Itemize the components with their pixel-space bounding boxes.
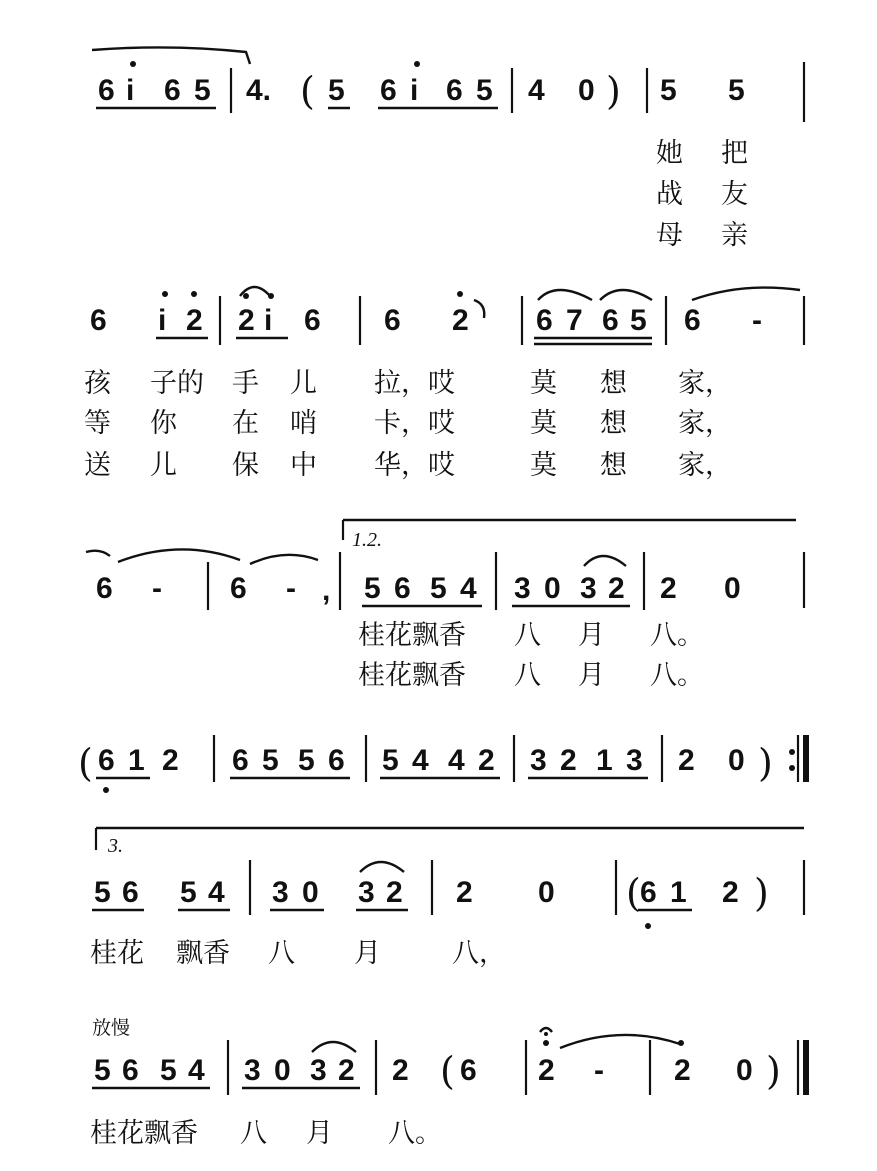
note: 5 — [364, 572, 381, 605]
lyric: 八 — [268, 938, 295, 969]
note: 2 — [386, 876, 403, 909]
lyric: 孩 — [84, 368, 111, 399]
note: 5 — [194, 74, 211, 107]
note: i — [264, 304, 273, 337]
lyric: 飘香 — [176, 938, 230, 969]
note: 0 — [302, 876, 319, 909]
note: 6 — [640, 876, 657, 909]
repeat-dot — [789, 749, 795, 755]
lyric: 亲 — [721, 220, 748, 251]
note: 4 — [412, 744, 429, 777]
note: 5 — [180, 876, 197, 909]
note: 0 — [728, 744, 745, 777]
lyric: 桂花 — [90, 938, 144, 969]
lyric: 友 — [721, 179, 748, 210]
open-paren: ( — [78, 741, 93, 785]
close-paren: ) — [754, 871, 769, 915]
note: 5 — [660, 74, 677, 107]
note: 6 — [230, 572, 247, 605]
note: 2 — [538, 1054, 555, 1087]
note: 0 — [736, 1054, 753, 1087]
note: 6 — [328, 744, 345, 777]
note: 3 — [358, 876, 375, 909]
score-row-3 — [86, 520, 804, 691]
note: 6 — [232, 744, 249, 777]
slur-arc — [360, 862, 404, 872]
volta-label: 3. — [108, 835, 123, 857]
lyric: 莫 — [530, 408, 557, 439]
note: 2 — [392, 1054, 409, 1087]
score-row-5 — [90, 828, 804, 969]
lyric: 八 — [514, 660, 541, 691]
score-row-2 — [84, 287, 804, 481]
lyric: 家， — [678, 368, 732, 399]
note: 6 — [98, 744, 115, 777]
note: 2 — [722, 876, 739, 909]
tie-arc — [250, 555, 318, 564]
high-octave-dot — [191, 291, 197, 297]
note: 6 — [98, 74, 115, 107]
lyric: 想 — [600, 408, 627, 439]
note: 4 — [460, 572, 477, 605]
lyric: 哨 — [290, 408, 317, 439]
lyric: 想 — [600, 450, 627, 481]
note: 2 — [238, 304, 255, 337]
note: 6 — [446, 74, 463, 107]
lyric: 月 — [354, 938, 381, 969]
note: 3 — [244, 1054, 261, 1087]
note: 4 — [448, 744, 465, 777]
note: 0 — [544, 572, 561, 605]
lyric: 你 — [150, 408, 177, 439]
high-octave-dot — [543, 1040, 549, 1046]
lyric: 在 — [232, 408, 259, 439]
repeat-dot — [789, 765, 795, 771]
dash: - — [594, 1054, 604, 1087]
high-octave-dot — [678, 1040, 684, 1046]
note: 1 — [128, 744, 145, 777]
lyric: 家， — [678, 408, 732, 439]
close-paren: ) — [758, 741, 773, 785]
note: 6 — [90, 304, 107, 337]
lyric: 莫 — [530, 368, 557, 399]
lyric: 华，哎 — [374, 450, 455, 481]
fermata-icon — [540, 1028, 552, 1032]
note: 5 — [94, 876, 111, 909]
note: 2 — [560, 744, 577, 777]
note: 0 — [724, 572, 741, 605]
lyric: 桂花飘香 — [358, 660, 466, 691]
note: 2 — [186, 304, 203, 337]
lyric: 月 — [578, 620, 605, 651]
lyric: 八。 — [650, 660, 704, 691]
high-octave-dot — [130, 61, 136, 67]
lyric: 送 — [84, 450, 111, 481]
low-octave-dot — [645, 923, 651, 929]
tempo-marking: 放慢 — [92, 1017, 131, 1039]
low-octave-dot — [103, 787, 109, 793]
note: 6 — [384, 304, 401, 337]
note: i — [410, 74, 419, 107]
dash: - — [152, 572, 162, 605]
note: 5 — [94, 1054, 111, 1087]
note: 5 — [382, 744, 399, 777]
lyric: 把 — [721, 138, 748, 169]
note: 3 — [310, 1054, 327, 1087]
note: 4. — [246, 74, 272, 107]
score-row-1 — [92, 47, 804, 251]
lyric: 她 — [656, 138, 683, 169]
note: 6 — [304, 304, 321, 337]
note: 2 — [478, 744, 495, 777]
lyric: 八 — [514, 620, 541, 651]
close-paren: ) — [606, 69, 621, 113]
note: 5 — [298, 744, 315, 777]
lyric: 卡，哎 — [374, 408, 455, 439]
high-octave-dot — [162, 291, 168, 297]
lyric: 儿 — [290, 368, 317, 399]
note: 2 — [678, 744, 695, 777]
lyric: 莫 — [530, 450, 557, 481]
note: 3 — [272, 876, 289, 909]
lyric: 子的 — [150, 368, 204, 399]
lyric-line-1 — [84, 368, 732, 399]
score-row-4 — [78, 735, 806, 793]
note: 6 — [96, 572, 113, 605]
lyric: 八。 — [388, 1118, 442, 1149]
note: 5 — [476, 74, 493, 107]
lyric: 八 — [240, 1118, 267, 1149]
note: 6 — [536, 304, 553, 337]
note: 0 — [578, 74, 595, 107]
note: 3 — [530, 744, 547, 777]
note: 7 — [566, 304, 583, 337]
tie-arc — [474, 300, 484, 318]
slur-arc — [538, 290, 592, 300]
slur-arc — [312, 1042, 356, 1052]
note: i — [126, 74, 135, 107]
high-octave-dot — [414, 61, 420, 67]
note: 6 — [122, 876, 139, 909]
lyric: 中 — [290, 450, 317, 481]
note: 5 — [630, 304, 647, 337]
lyric: 桂花飘香 — [358, 620, 466, 651]
tie-arc — [118, 549, 240, 562]
open-paren: ( — [440, 1049, 455, 1093]
close-paren: ) — [766, 1049, 781, 1093]
note: 0 — [538, 876, 555, 909]
slur-arc — [600, 290, 652, 300]
note: 6 — [164, 74, 181, 107]
lyric-line-2 — [84, 408, 732, 439]
open-paren: ( — [626, 871, 641, 915]
note: 6 — [122, 1054, 139, 1087]
tie-arc — [86, 551, 110, 556]
note: 6 — [602, 304, 619, 337]
note: i — [158, 304, 167, 337]
lyric: 等 — [84, 408, 111, 439]
note: 3 — [514, 572, 531, 605]
lyric: 保 — [232, 450, 259, 481]
lyric: 母 — [656, 220, 683, 251]
note: 2 — [674, 1054, 691, 1087]
note: 5 — [728, 74, 745, 107]
note: 1 — [670, 876, 687, 909]
note: 4 — [208, 876, 225, 909]
high-octave-dot — [243, 293, 249, 299]
high-octave-dot — [268, 293, 274, 299]
note: 4 — [528, 74, 545, 107]
note: 0 — [274, 1054, 291, 1087]
fermata-dot — [544, 1032, 548, 1036]
slur-arc — [584, 556, 626, 566]
breath-mark: , — [322, 574, 331, 607]
lyric: 想 — [600, 368, 627, 399]
dash: - — [286, 572, 296, 605]
note: 2 — [162, 744, 179, 777]
note: 5 — [262, 744, 279, 777]
score-row-6 — [90, 1017, 806, 1149]
open-paren: ( — [300, 69, 315, 113]
lyric: 儿 — [150, 450, 177, 481]
note: 6 — [684, 304, 701, 337]
note: 6 — [380, 74, 397, 107]
note: 1 — [596, 744, 613, 777]
tie-arc — [692, 288, 800, 300]
note: 3 — [580, 572, 597, 605]
note: 2 — [660, 572, 677, 605]
note: 6 — [394, 572, 411, 605]
tie-arc — [560, 1035, 680, 1048]
lyric: 八， — [452, 938, 506, 969]
dash: - — [752, 304, 762, 337]
note: 5 — [430, 572, 447, 605]
note: 5 — [160, 1054, 177, 1087]
note: 2 — [338, 1054, 355, 1087]
lyric: 月 — [578, 660, 605, 691]
tie-arc — [92, 47, 250, 64]
note: 5 — [328, 74, 345, 107]
note: 2 — [452, 304, 469, 337]
lyric: 拉，哎 — [374, 368, 455, 399]
high-octave-dot — [457, 291, 463, 297]
note: 2 — [608, 572, 625, 605]
note: 3 — [626, 744, 643, 777]
volta-label: 1.2. — [352, 529, 382, 551]
note: 2 — [456, 876, 473, 909]
lyric: 家， — [678, 450, 732, 481]
lyric: 月 — [306, 1118, 333, 1149]
lyric: 桂花飘香 — [90, 1118, 198, 1149]
lyric: 八。 — [650, 620, 704, 651]
note: 6 — [460, 1054, 477, 1087]
lyric: 手 — [232, 368, 259, 399]
lyric-line-3 — [84, 450, 732, 481]
note: 4 — [188, 1054, 205, 1087]
lyric: 战 — [656, 179, 683, 210]
